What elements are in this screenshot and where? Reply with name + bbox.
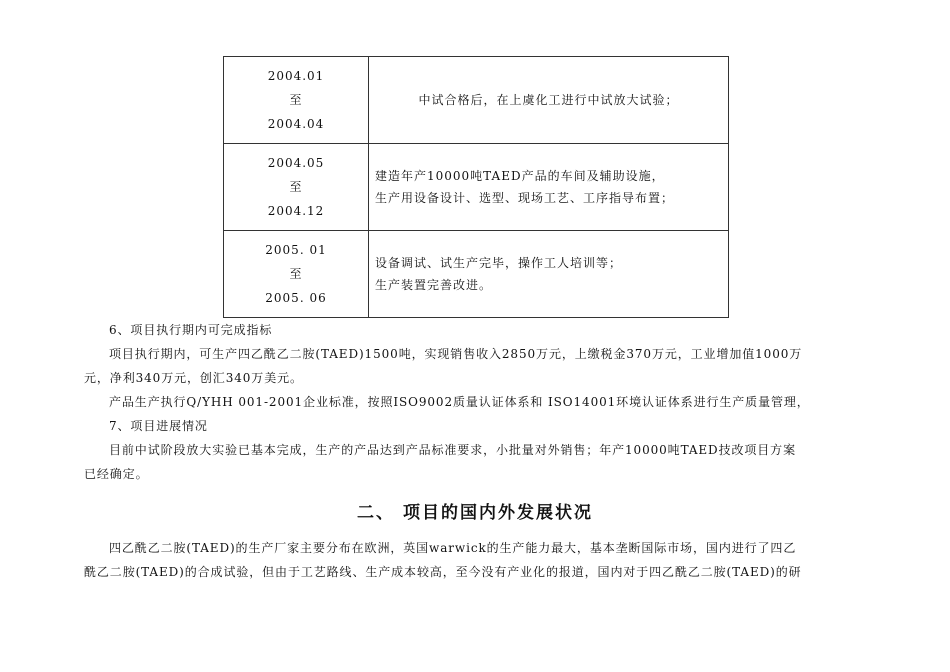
- section-paragraph: [84, 536, 872, 584]
- schedule-row: [224, 57, 729, 144]
- task-cell: [369, 231, 729, 318]
- item7-paragraph-line: 目前中试阶段放大实验已基本完成，生产的产品达到产品标准要求，小批量对外销售；年产10000吨TAED技改项目方案: [109, 443, 796, 457]
- item6-title: 6、项目执行期内可完成指标: [109, 323, 273, 337]
- item6-paragraph-line: 元，净利340万元，创汇340万美元。: [84, 371, 303, 385]
- period-cell: [224, 231, 369, 318]
- task-line: 生产用设备设计、选型、现场工艺、工序指导布置；: [375, 191, 675, 205]
- period-start: 2004.01: [267, 69, 325, 83]
- period-end: 2004.04: [267, 117, 325, 131]
- body-text: [84, 318, 872, 486]
- period-cell: [224, 57, 369, 144]
- schedule-row: [224, 144, 729, 231]
- schedule-row: [224, 231, 729, 318]
- section-paragraph-line: 酰乙二胺(TAED)的合成试验，但由于工艺路线、生产成本较高，至今没有产业化的报道，国内对于四乙酰乙二胺(TAED)的研: [84, 565, 802, 579]
- item7-paragraph-line: 已经确定。: [84, 467, 149, 481]
- period-cell: [224, 144, 369, 231]
- period-separator: 至: [289, 93, 303, 107]
- period-separator: 至: [289, 180, 303, 194]
- item7-title: 7、项目进展情况: [109, 419, 208, 433]
- period-end: 2005. 06: [265, 291, 327, 305]
- task-line: 生产装置完善改进。: [375, 278, 493, 292]
- period-start: 2004.05: [267, 156, 325, 170]
- section-paragraph-line: 四乙酰乙二胺(TAED)的生产厂家主要分布在欧洲，英国warwick的生产能力最大，基本垄断国际市场，国内进行了四乙: [109, 541, 797, 555]
- schedule-table: [223, 56, 729, 318]
- task-line: 设备调试、试生产完毕，操作工人培训等；: [375, 256, 623, 270]
- section-heading: 二、 项目的国内外发展状况: [357, 503, 593, 523]
- period-start: 2005. 01: [265, 243, 327, 257]
- period-separator: 至: [289, 267, 303, 281]
- standard-paragraph: 产品生产执行Q/YHH 001-2001企业标准，按照ISO9002质量认证体系和 ISO14001环境认证体系进行生产质量管理，: [109, 395, 810, 409]
- task-cell: [369, 144, 729, 231]
- task-cell: [369, 57, 729, 144]
- task-line: 中试合格后，在上虞化工进行中试放大试验；: [418, 93, 679, 107]
- period-end: 2004.12: [267, 204, 325, 218]
- item6-paragraph-line: 项目执行期内，可生产四乙酰乙二胺(TAED)1500吨，实现销售收入2850万元，上缴税金370万元，工业增加值1000万: [109, 347, 803, 361]
- task-line: 建造年产10000吨TAED产品的车间及辅助设施，: [375, 169, 665, 183]
